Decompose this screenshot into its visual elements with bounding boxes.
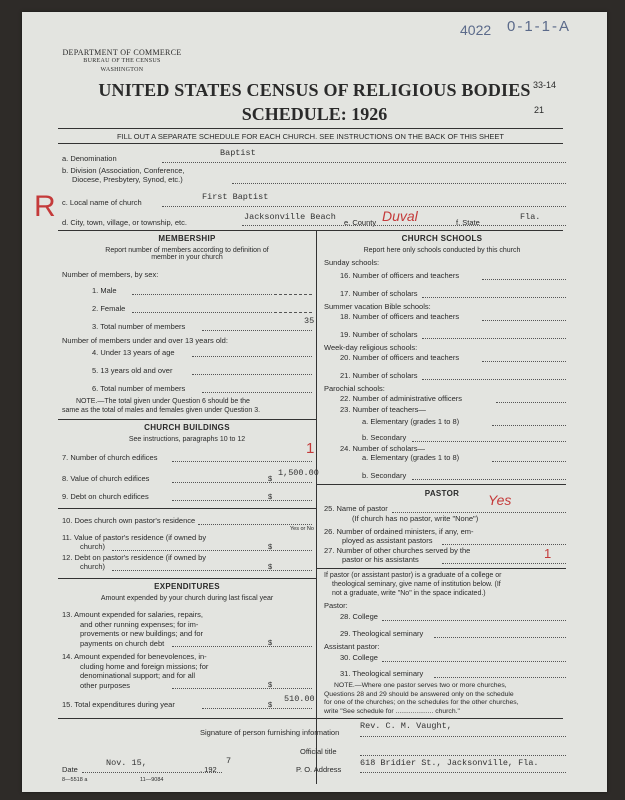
q7-value[interactable]: 1 — [306, 440, 315, 457]
pastor-title: PASTOR — [424, 489, 460, 498]
q14-line: denominational support; and for all — [80, 671, 196, 680]
local-name-label: c. Local name of church — [62, 198, 142, 207]
q18-label: 18. Number of officers and teachers — [340, 312, 460, 321]
line — [392, 512, 566, 513]
assistant-pastor-subhead: Assistant pastor: — [324, 642, 380, 651]
q2-field[interactable] — [274, 312, 312, 313]
department-header — [62, 48, 182, 75]
q13-dollar: $ — [268, 638, 273, 647]
q11-label-1: 11. Value of pastor's residence (if owned by — [62, 533, 207, 542]
line — [422, 338, 566, 339]
signature-value[interactable]: Rev. C. M. Vaught, — [360, 721, 452, 731]
divider — [58, 143, 563, 144]
membership-note-2: same as the total of males and females given under Question 3. — [62, 407, 261, 414]
divider — [58, 419, 316, 420]
q28-label: 28. College — [340, 612, 378, 621]
q3-label: 3. Total number of members — [92, 322, 186, 331]
intro-line: not a graduate, write "No" in the space indicated.) — [332, 590, 486, 597]
line — [382, 620, 566, 621]
line — [82, 772, 222, 773]
divider — [58, 578, 316, 579]
line — [172, 646, 312, 647]
buildings-title: CHURCH BUILDINGS — [144, 423, 230, 432]
q16-label: 16. Number of officers and teachers — [340, 271, 460, 280]
q25-label: 25. Name of pastor — [324, 504, 388, 513]
q19-label: 19. Number of scholars — [340, 330, 418, 339]
line — [492, 425, 566, 426]
q31-label: 31. Theological seminary — [340, 669, 424, 678]
intro-line: theological seminary, give name of institution below. (If — [332, 581, 501, 588]
q13-line: 13. Amount expended for salaries, repairs, — [62, 610, 203, 619]
line — [482, 361, 566, 362]
q8-label: 8. Value of church edifices — [62, 474, 150, 483]
q14-label — [62, 652, 208, 690]
q8-dollar: $ — [268, 474, 273, 483]
denomination-value[interactable]: Baptist — [220, 148, 256, 158]
q11-dollar: $ — [268, 542, 273, 551]
yes-no-hint: Yes or No — [290, 526, 314, 532]
line — [162, 206, 566, 207]
line — [422, 379, 566, 380]
year-value[interactable]: 7 — [226, 756, 232, 766]
membership-subtitle-2: member in your church — [151, 254, 223, 261]
q14-line: other purposes — [80, 680, 131, 690]
state-label: f. State — [456, 218, 480, 227]
expenditures-title: EXPENDITURES — [154, 582, 220, 591]
expenditures-subtitle: Amount expended by your church during last fiscal year — [100, 595, 274, 602]
q6-label: 6. Total number of members — [92, 384, 186, 393]
schools-subtitle: Report here only schools conducted by this church — [363, 247, 521, 254]
q15-dollar: $ — [268, 700, 273, 709]
buildings-section — [58, 423, 316, 443]
line — [242, 225, 566, 226]
q9-label: 9. Debt on church edifices — [62, 492, 149, 501]
line — [422, 297, 566, 298]
census-schedule-sheet — [22, 12, 607, 792]
membership-section — [58, 234, 316, 261]
schools-section — [318, 234, 566, 254]
line — [360, 736, 566, 737]
note-line: write "See schedule for .................... church." — [324, 707, 460, 715]
q12-label-2: church) — [80, 562, 106, 571]
line — [192, 374, 312, 375]
q13-line: and other running expenses; for im- — [80, 619, 199, 629]
bureau-name: BUREAU OF THE CENSUS — [83, 58, 161, 64]
q24b-label: b. Secondary — [362, 471, 407, 480]
pastor-note — [324, 682, 519, 716]
q20-label: 20. Number of officers and teachers — [340, 353, 460, 362]
line — [412, 441, 566, 442]
form-number: 8—5518 a — [62, 777, 88, 783]
q14-dollar: $ — [268, 680, 273, 689]
denomination-label: a. Denomination — [62, 154, 117, 163]
line — [112, 550, 312, 551]
membership-title: MEMBERSHIP — [158, 234, 216, 243]
line — [162, 162, 566, 163]
line — [132, 294, 272, 295]
margin-mark: R — [34, 190, 56, 223]
note-line: for one of the churches; on the schedules for the other churches, — [324, 699, 519, 706]
line — [434, 637, 566, 638]
membership-note-1: NOTE.—The total given under Question 6 should be the — [76, 398, 250, 405]
official-title-label: Official title — [300, 747, 337, 756]
column-divider — [316, 230, 317, 784]
form-title: UNITED STATES CENSUS OF RELIGIOUS BODIES — [98, 80, 531, 100]
q23a-label: a. Elementary (grades 1 to 8) — [362, 417, 460, 426]
members-by-sex-label: Number of members, by sex: — [62, 270, 159, 279]
q12-dollar: $ — [268, 562, 273, 571]
schools-title: CHURCH SCHOOLS — [401, 234, 483, 243]
q1-field[interactable] — [274, 294, 312, 295]
line — [202, 392, 312, 393]
local-name-value[interactable]: First Baptist — [202, 192, 269, 202]
q26-label-1: 26. Number of ordained ministers, if any, em- — [324, 527, 474, 536]
divider — [58, 230, 563, 231]
division-label-2: Diocese, Presbytery, Synod, etc.) — [72, 175, 183, 184]
division-label-1: b. Division (Association, Conference, — [62, 166, 185, 175]
membership-subtitle-1: Report number of members according to definition of — [105, 247, 269, 254]
age-header: Number of members under and over 13 years old: — [62, 336, 228, 345]
q17-label: 17. Number of scholars — [340, 289, 418, 298]
q7-label: 7. Number of church edifices — [62, 453, 158, 462]
divider — [58, 508, 316, 509]
q9-dollar: $ — [268, 492, 273, 501]
q8-value[interactable]: 1,500.00 — [278, 468, 319, 478]
line — [442, 544, 566, 545]
line — [442, 563, 566, 564]
expenditures-section — [58, 582, 316, 602]
date-value[interactable]: Nov. 15, — [106, 758, 147, 768]
divider — [316, 484, 566, 485]
q23b-label: b. Secondary — [362, 433, 407, 442]
weekday-schools-label: Week-day religious schools: — [324, 343, 418, 352]
line — [382, 661, 566, 662]
q26-label-2: ployed as assistant pastors — [342, 536, 433, 545]
file-number: 4022 — [460, 22, 492, 38]
q27-label-2: pastor or his assistants — [342, 555, 419, 564]
instruction-line: FILL OUT A SEPARATE SCHEDULE FOR EACH CHURCH. SEE INSTRUCTIONS ON THE BACK OF THIS SHEET — [116, 132, 504, 141]
q21-label: 21. Number of scholars — [340, 371, 418, 380]
q24a-label: a. Elementary (grades 1 to 8) — [362, 453, 460, 462]
q3-value[interactable]: 35 — [304, 316, 315, 326]
year-prefix: , 192 — [200, 765, 217, 774]
sunday-schools-label: Sunday schools: — [324, 258, 380, 267]
buildings-subtitle: See instructions, paragraphs 10 to 12 — [128, 436, 246, 443]
q23-label: 23. Number of teachers— — [340, 405, 426, 414]
line — [202, 708, 312, 709]
q25-value[interactable]: Yes — [488, 492, 512, 508]
q11-label-2: church) — [80, 542, 106, 551]
q13-label — [62, 610, 203, 648]
pastor-subhead: Pastor: — [324, 601, 348, 610]
line — [482, 279, 566, 280]
county-value[interactable]: Duval — [382, 208, 418, 224]
line — [360, 755, 566, 756]
q13-line: payments on church debt — [80, 638, 165, 648]
q1-label: 1. Male — [92, 286, 117, 295]
pastor-education-intro — [324, 571, 501, 598]
po-address-label: P. O. Address — [296, 765, 342, 774]
q5-label: 5. 13 years old and over — [92, 366, 173, 375]
q24-label: 24. Number of scholars— — [340, 444, 426, 453]
form-number-2: 11—9084 — [140, 777, 164, 783]
line — [360, 772, 566, 773]
reference-number-1: 33-14 — [533, 80, 557, 90]
line — [112, 570, 312, 571]
q10-label: 10. Does church own pastor's residence — [62, 516, 196, 525]
q22-label: 22. Number of administrative officers — [340, 394, 462, 403]
line — [172, 461, 312, 462]
q12-label-1: 12. Debt on pastor's residence (if owned by — [62, 553, 207, 562]
line — [232, 183, 566, 184]
q29-label: 29. Theological seminary — [340, 629, 424, 638]
divider — [58, 718, 563, 719]
q2-label: 2. Female — [92, 304, 126, 313]
city-label: d. City, town, village, or township, etc. — [62, 218, 187, 227]
po-address-value[interactable]: 618 Bridier St., Jacksonville, Fla. — [360, 758, 539, 768]
line — [412, 479, 566, 480]
q25-hint: (If church has no pastor, write "None") — [352, 514, 479, 523]
schedule-title: SCHEDULE: 1926 — [241, 104, 388, 124]
note-line: NOTE.—Where one pastor serves two or more churches, — [334, 682, 507, 689]
intro-line: If pastor (or assistant pastor) is a graduate of a college or — [324, 572, 502, 579]
q13-line: provements or new buildings; and for — [80, 629, 203, 638]
q14-line: 14. Amount expended for benevolences, in- — [62, 652, 207, 661]
county-label: e. County — [344, 218, 377, 227]
file-code: 0-1-1-A — [507, 18, 572, 35]
line — [172, 482, 312, 483]
line — [492, 461, 566, 462]
q15-label: 15. Total expenditures during year — [62, 700, 175, 709]
line — [202, 330, 312, 331]
q4-label: 4. Under 13 years of age — [92, 348, 175, 357]
q30-label: 30. College — [340, 653, 378, 662]
line — [132, 312, 272, 313]
line — [434, 677, 566, 678]
q15-value[interactable]: 510.00 — [284, 694, 315, 704]
divider — [316, 568, 566, 569]
reference-number-2: 21 — [534, 105, 545, 115]
summer-schools-label: Summer vacation Bible schools: — [324, 302, 431, 311]
city-value[interactable]: Jacksonville Beach — [244, 212, 336, 222]
line — [172, 688, 312, 689]
divider — [58, 128, 563, 129]
parochial-schools-label: Parochial schools: — [324, 384, 385, 393]
state-value[interactable]: Fla. — [520, 212, 541, 222]
q14-line: cluding home and foreign missions; for — [80, 661, 209, 671]
line — [172, 500, 312, 501]
department-name: DEPARTMENT OF COMMERCE — [62, 48, 182, 57]
q27-label-1: 27. Number of other churches served by the — [324, 546, 471, 555]
line — [496, 402, 566, 403]
line — [482, 320, 566, 321]
city-name: WASHINGTON — [100, 67, 144, 73]
line — [198, 524, 312, 525]
note-line: Questions 28 and 29 should be answered only on the schedule — [324, 690, 514, 698]
signature-label: Signature of person furnishing information — [200, 728, 340, 737]
line — [192, 356, 312, 357]
date-label: Date — [62, 765, 78, 774]
q27-value[interactable]: 1 — [544, 546, 552, 561]
